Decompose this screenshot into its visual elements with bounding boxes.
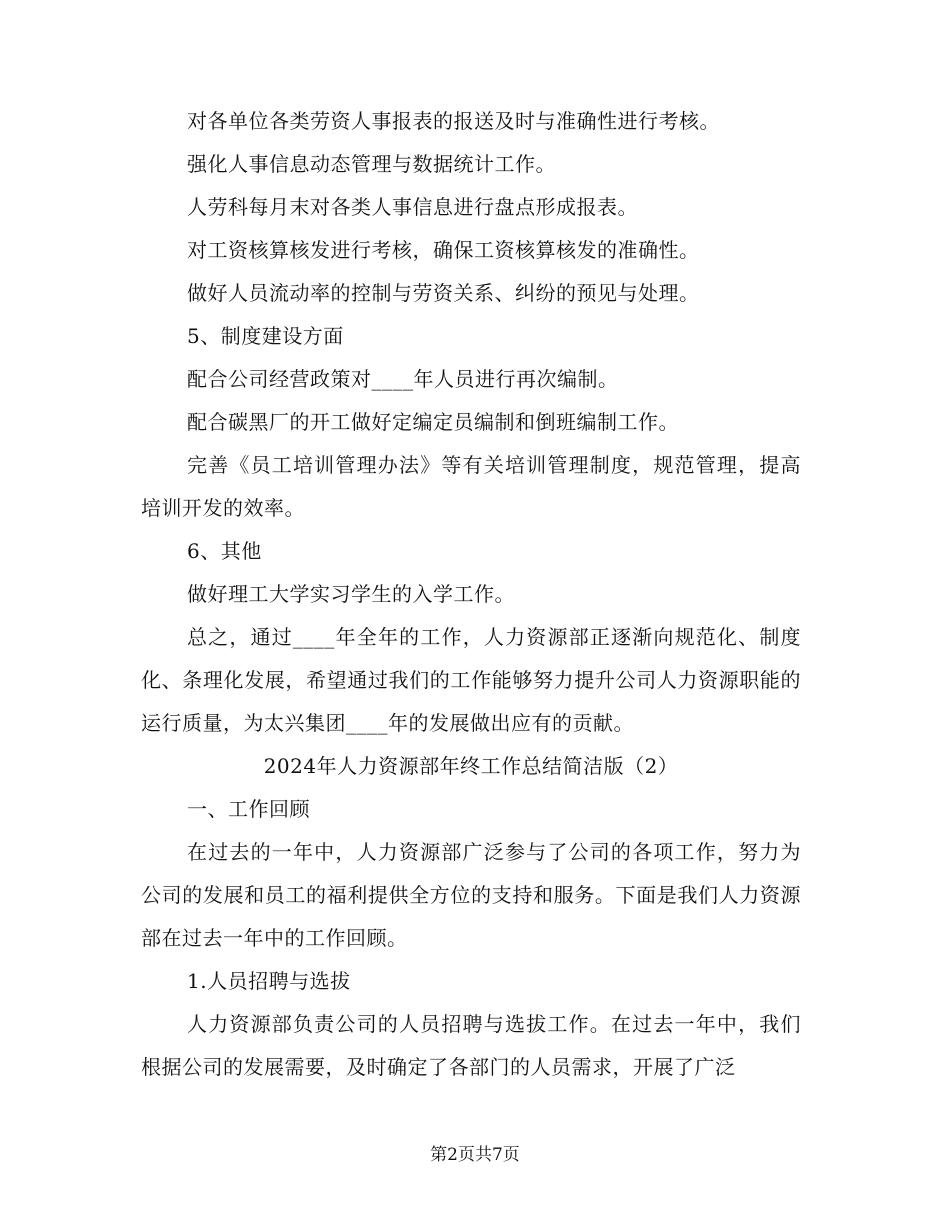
paragraph: 人劳科每月末对各类人事信息进行盘点形成报表。 [187, 195, 638, 219]
paragraph: 完善《员工培训管理办法》等有关培训管理制度，规范管理，提高培训开发的效率。 [141, 453, 801, 520]
paragraph: 对各单位各类劳资人事报表的报送及时与准确性进行考核。 [187, 109, 720, 133]
paragraph: 做好理工大学实习学生的入学工作。 [187, 582, 515, 606]
paragraph: 人力资源部负责公司的人员招聘与选拔工作。在过去一年中，我们根据公司的发展需要，及时确定了各部门的人员需求，开展了广泛 [141, 1012, 801, 1079]
paragraph: 对工资核算核发进行考核，确保工资核算核发的准确性。 [187, 238, 700, 262]
paragraph: 总之，通过____年全年的工作，人力资源部正逐渐向规范化、制度化、条理化发展，希望通过我们的工作能够努力提升公司人力资源职能的运行质量，为太兴集团____年的发展做出应有的贡献。 [141, 625, 801, 735]
section-heading: 一、工作回顾 [187, 797, 310, 821]
section-heading: 6、其他 [187, 539, 262, 563]
page-footer [0, 1143, 950, 1167]
document-title: 2024年人力资源部年终工作总结简洁版（2） [263, 754, 679, 778]
section-heading: 5、制度建设方面 [187, 324, 344, 348]
paragraph: 配合公司经营政策对____年人员进行再次编制。 [187, 367, 619, 391]
paragraph: 做好人员流动率的控制与劳资关系、纠纷的预见与处理。 [187, 281, 700, 305]
document-body [141, 100, 801, 1089]
paragraph: 强化人事信息动态管理与数据统计工作。 [187, 152, 556, 176]
page-indicator: 第2页共7页 [430, 1145, 520, 1165]
section-heading: 1.人员招聘与选拔 [187, 969, 351, 993]
paragraph: 在过去的一年中，人力资源部广泛参与了公司的各项工作，努力为公司的发展和员工的福利提供全方位的支持和服务。下面是我们人力资源部在过去一年中的工作回顾。 [141, 840, 801, 950]
paragraph: 配合碳黑厂的开工做好定编定员编制和倒班编制工作。 [187, 410, 679, 434]
